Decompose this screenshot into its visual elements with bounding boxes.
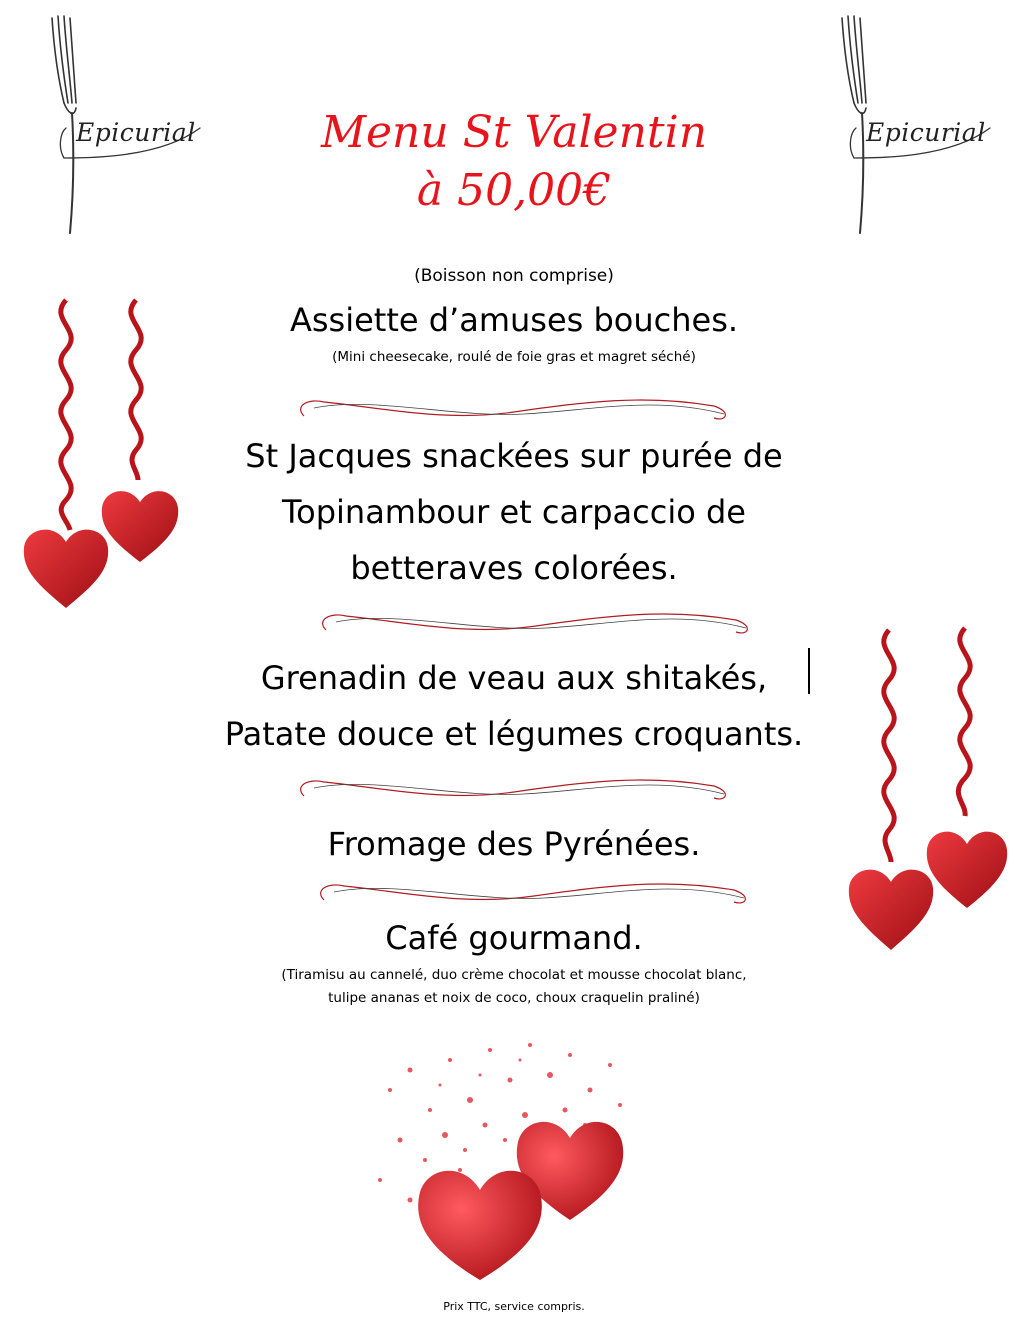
- logo-text: Epicurial: [76, 118, 196, 147]
- text-cursor: [808, 648, 810, 694]
- hanging-heart-decoration: [18, 290, 193, 610]
- logo-text: Epicurial: [866, 118, 986, 147]
- dish-amuse-bouches-description: (Mini cheesecake, roulé de foie gras et magret séché): [332, 349, 696, 365]
- title-line-2: à 50,00€: [416, 165, 612, 216]
- title-line-1: Menu St Valentin: [320, 107, 708, 158]
- dish-amuse-bouches: Assiette d’amuses bouches.: [289, 301, 739, 339]
- ornamental-divider: [316, 606, 756, 640]
- dish-fromage: Fromage des Pyrénées.: [327, 825, 701, 863]
- menu-title: [0, 104, 1028, 220]
- dish-line: betteraves colorées.: [350, 549, 678, 587]
- dish-line: Topinambour et carpaccio de: [282, 493, 746, 531]
- description-line: (Tiramisu au cannelé, duo crème chocolat et mousse chocolat blanc,: [281, 967, 747, 983]
- ornamental-divider: [294, 392, 734, 426]
- dish-line: Patate douce et légumes croquants.: [224, 715, 804, 753]
- heart-confetti-illustration: [370, 1030, 660, 1300]
- dish-line: St Jacques snackées sur purée de: [245, 437, 783, 475]
- drink-note: (Boisson non comprise): [414, 266, 614, 286]
- description-line: tulipe ananas et noix de coco, choux craquelin praliné): [328, 990, 700, 1006]
- dish-line: Grenadin de veau aux shitakés,: [260, 659, 768, 697]
- dish-cafe-gourmand-description: [0, 964, 1028, 1010]
- ornamental-divider: [314, 876, 754, 910]
- hanging-heart-decoration: [845, 620, 1020, 955]
- ornamental-divider: [294, 772, 734, 806]
- price-note: Prix TTC, service compris.: [443, 1300, 585, 1313]
- dish-cafe-gourmand: Café gourmand.: [385, 919, 643, 957]
